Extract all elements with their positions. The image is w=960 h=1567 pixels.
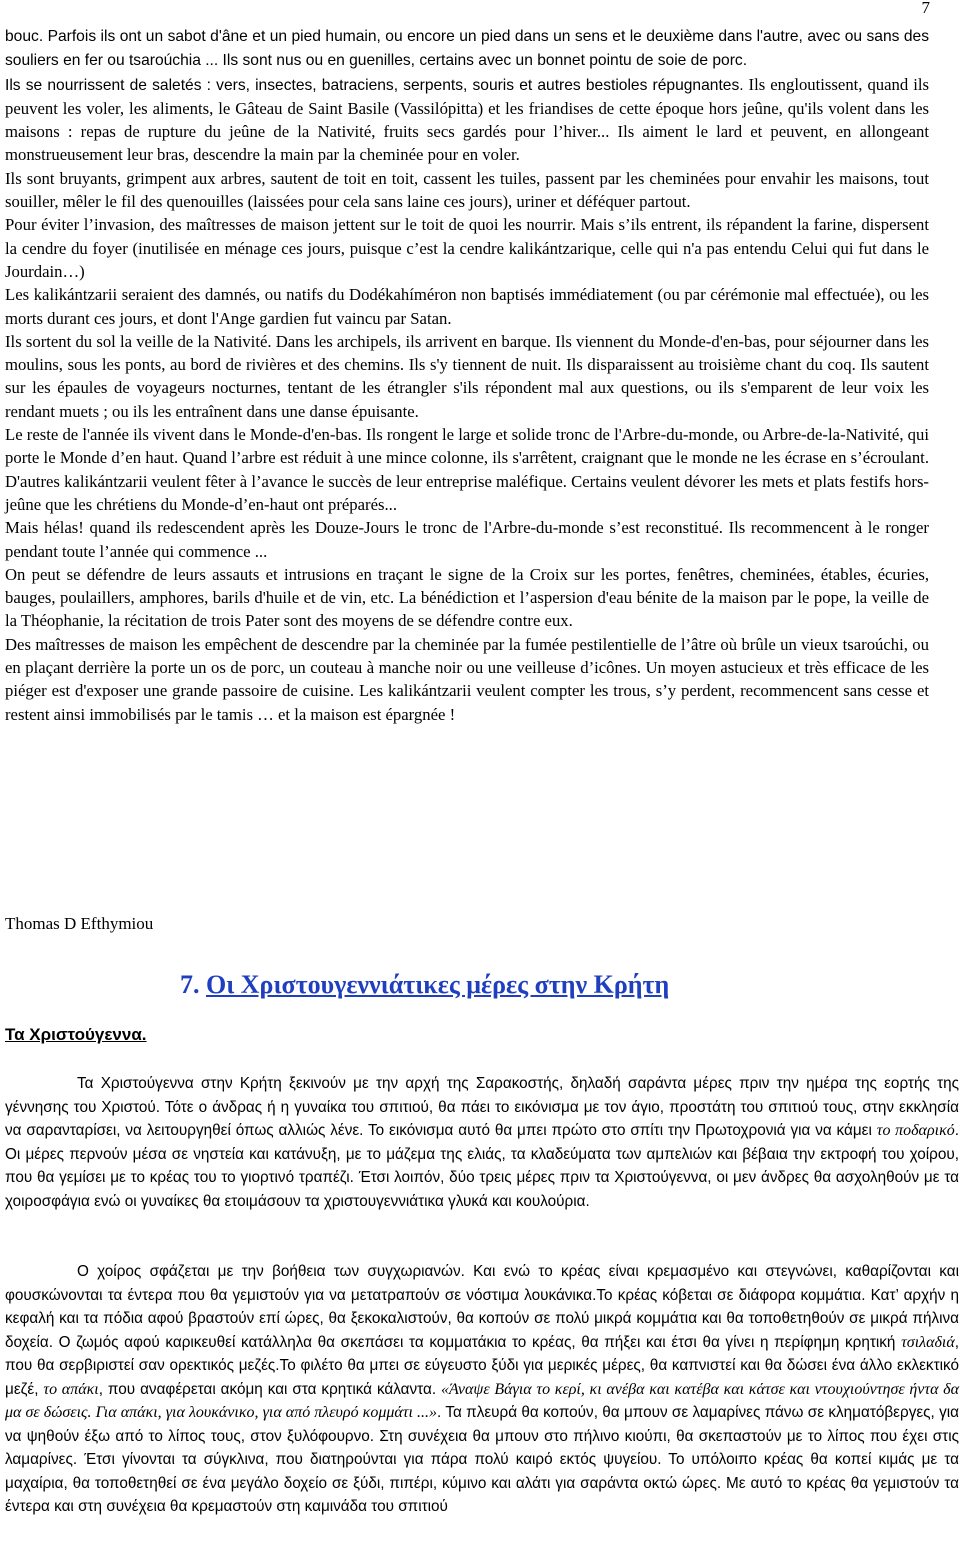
greek-paragraph bbox=[5, 1260, 959, 1519]
author-signature: Thomas D Efthymiou bbox=[5, 914, 154, 933]
french-paragraph: Mais hélas! quand ils redescendent après les Douze-Jours le tronc de l'Arbre-du-monde s’est reconstitué. Ils recommencent à le ronger pendant toute l’année qui commence ... bbox=[5, 518, 929, 561]
french-paragraph-text: bouc. Parfois ils ont un sabot d'âne et un pied humain, ou encore un pied dans un sens et le deuxième dans l'autre, avec ou sans des souliers en fer ou tsaroúchia ... Ils sont nus ou en guenilles, certains avec un bonnet pointu de soie de porc. bbox=[5, 28, 929, 70]
greek-text: Τα Χριστούγεννα στην Κρήτη ξεκινούν με την αρχή της Σαρακοστής, δηλαδή σαράντα μέρες πριν την ημέρα της εορτής της γέννησης του Χριστού. Τότε ο άνδρας ή η γυναίκα του σπιτιού, θα πάει το εικόνισμα με τον άγιο, προστάτη του σπιτιού τους, στην εκκλησία να σαρανταρίσει, να λειτουργηθεί όπως αλλιώς λένε. Το εικόνισμα αυτό θα μπει πρώτο στο σπίτι την Πρωτοχρονιά για να κάμει bbox=[5, 1075, 959, 1139]
french-paragraph: Ils sortent du sol la veille de la Nativité. Dans les archipels, ils arrivent en barque. Ils viennent du Monde-d'en-bas, pour séjourner dans les moulins, sous les ponts, au bord de rivières et des chemins. Ils s'y tiennent de nuit. Ils disparaissent au troisième chant du coq. Ils sautent sur les épaules de voyageurs nocturnes, tentant de les étrangler s'ils répondent mal aux questions, ou ils s'emparent de leur voix les rendant muets ; ou ils les entraînent dans une danse épuisante. bbox=[5, 331, 929, 421]
french-paragraph: Le reste de l'année ils vivent dans le Monde-d'en-bas. Ils rongent le large et solide tronc de l'Arbre-du-monde, ou Arbre-de-la-Nativité, qui porte le Monde d’en haut. Quand l’arbre est réduit à une mince colonne, ils s'arrêtent, craignant que le monde ne les écrase en s’écroulant. D'autres kalikántzarii veulent fêter à l’avance le succès de leur entreprise maléfique. Certains veulent dévorer les mets et plats festifs hors-jeûne que les chrétiens du Monde-d’en-haut ont préparés... bbox=[5, 425, 929, 514]
greek-quote: «Άναψε Βάγια το κερί, κι ανέβα και κατέβα και κάτσε και ντουχιούντησε ήντα δα μα σε δώσεις. Για απάκι, για λουκάνικο, για από πλευρό κομμάτι ...» bbox=[5, 1380, 960, 1421]
french-paragraph: Les kalikántzarii seraient des damnés, ou natifs du Dodékahíméron non baptisés immédiatement (ou par cérémonie mal effectuée), ou les morts durant ces jours, et dont l'Ange gardien fut vaincu par Satan. bbox=[5, 285, 929, 328]
french-article bbox=[5, 24, 929, 726]
greek-text: , που αναφέρεται ακόμη και στα κρητικά κάλαντα. bbox=[98, 1380, 442, 1398]
french-paragraph-text: Ils engloutissent, quand ils peuvent les voler, les aliments, le Gâteau de Saint Basile (Vassilópitta) et les friandises de cette époque hors jeûne, qu'ils volent dans les maisons : repas de rupture du jeûne de la Nativité, fruits secs gardés pour l’hiver... Ils aiment le lard et peuvent, en allongeant monstrueusement leur bras, descendre la main par la cheminée pour en voler. bbox=[5, 74, 929, 165]
section-heading bbox=[180, 970, 669, 1000]
french-paragraph bbox=[5, 24, 929, 73]
greek-italic-text: τσιλαδιά bbox=[901, 1333, 955, 1351]
subheading: Τα Χριστούγεννα. bbox=[5, 1025, 147, 1044]
greek-text: . Οι μέρες περνούν μέσα σε νηστεία και κατάνυξη, με το μάζεμα της ελιάς, τα κλαδεύματα των αμπελιών και βέβαια την εκτροφή του χοίρου, που θα γεμίσει με το κρέας του το γιορτινό τραπέζι. Έτσι λοιπόν, δύο τρεις μέρες πριν τα Χριστούγεννα, οι μεν άνδρες θα ασχοληθούν με τα χοιροσφάγια ενώ οι γυναίκες θα ετοιμάσουν τα χριστουγεννιάτικα γλυκά και κουλούρια. bbox=[5, 1122, 959, 1210]
french-paragraph: Pour éviter l’invasion, des maîtresses de maison jettent sur le toit de quoi les nourrir. Mais s’ils entrent, ils répandent la farine, dispersent la cendre du foyer (inutilisée en ménage ces jours, puisque c’est la cendre kalikántzarique, celle qui n'a pas entendu Celui qui fut dans le Jourdain…) bbox=[5, 215, 929, 281]
french-paragraph: On peut se défendre de leurs assauts et intrusions en traçant le signe de la Croix sur les portes, fenêtres, cheminées, étables, écuries, bauges, poulaillers, amphores, barils d'huile et de vin, etc. La bénédiction et l’aspersion d'eau bénite de la maison par le pope, la veille de la Théophanie, la récitation de trois Pater sont des moyens de se défendre contre eux. bbox=[5, 564, 929, 631]
greek-text: . Τα πλευρά θα κοπούν, θα μπουν σε λαμαρίνες πάνω σε κληματόβεργες, για να ψηθούν έξω από το λίπος τους, στον ξυλόφουρνο. Στη συνέχεια θα μπουν στο πήλινο κιούπι, θα σκεπαστούν με το λίπος που έχει στις λαμαρίνες. Έτσι γίνονται τα σύγκλινα, που διατηρούνται για πάρα πολύ καιρό εκτός ψυγείου. Το υπόλοιπο κρέας θα κοπεί κιμάς με τα μαχαίρια, θα τοποθετηθεί σε ένα μεγάλο δοχείο σε ξύδι, πιπέρι, κύμινο και αλάτι για σαράντα οκτώ ώρες. Με αυτό το κρέας θα γεμιστούν τα έντερα και στη συνέχεια θα κρεμαστούν στη καμινάδα του σπιτιού bbox=[5, 1404, 960, 1515]
french-paragraph: Des maîtresses de maison les empêchent de descendre par la cheminée par la fumée pestilentielle de l’âtre où brûle un vieux tsaroúchi, ou en plaçant derrière la porte un os de porc, un couteau à manche noir ou une veilleuse d’icônes. Un moyen astucieux et très efficace de les piéger est d'exposer une grande passoire de cuisine. Les kalikántzarii veulent compter les trous, s’y perdent, recommencent sans cesse et restent ainsi immobilisés par le tamis … et la maison est épargnée ! bbox=[5, 634, 929, 724]
french-paragraph-text: Ils se nourrissent de saletés : vers, insectes, batraciens, serpents, souris et autres bestioles répugnantes. bbox=[5, 76, 744, 94]
greek-italic-text: το απάκι bbox=[43, 1380, 99, 1398]
french-paragraph bbox=[5, 73, 929, 167]
page-number: 7 bbox=[921, 0, 930, 17]
greek-italic-text: το ποδαρικό bbox=[876, 1122, 955, 1139]
section-number: 7. bbox=[180, 970, 200, 999]
french-paragraph: Ils sont bruyants, grimpent aux arbres, sautent de toit en toit, cassent les tuiles, passent par les cheminées pour envahir les maisons, tout souiller, mêler le fil des quenouilles (laissées pour cela sans laine ces jours), uriner et déféquer partout. bbox=[5, 168, 929, 212]
greek-text: Ο χοίρος σφάζεται με την βοήθεια των συγχωριανών. Και ενώ το κρέας είναι κρεμασμένο και στεγνώνει, καθαρίζονται και φουσκώνονται τα έντερα που θα γεμιστούν για να μετατραπούν σε νόστιμα λουκάνικα.Το κρέας κόβεται σε διάφορα κομμάτια. Κατ’ αρχήν η κεφαλή και τα πόδια αφού βραστούν επί ώρες, θα ξεκοκαλιστούν, θα κοπούν σε πολύ μικρά κομμάτια και θα τοποθετηθούν σε μικρά πήλινα δοχεία. Ο ζωμός αφού καρικευθεί κατάλληλα θα σκεπάσει τα κομματάκια το κρέας, θα πήξει και έτσι θα γίνει η περίφημη κρητική bbox=[5, 1263, 959, 1351]
greek-text: , που θα σερβιριστεί σαν ορεκτικός μεζές.Το φιλέτο θα μπει σε εύγευστο ξύδι για μερικές μέρες, θα καπνιστεί και θα δώσει ένα άλλο εκλεκτικό μεζέ, bbox=[5, 1333, 959, 1398]
section-title-link[interactable]: Οι Χριστουγεννιάτικες μέρες στην Κρήτη bbox=[206, 970, 670, 999]
greek-paragraph bbox=[5, 1072, 959, 1213]
